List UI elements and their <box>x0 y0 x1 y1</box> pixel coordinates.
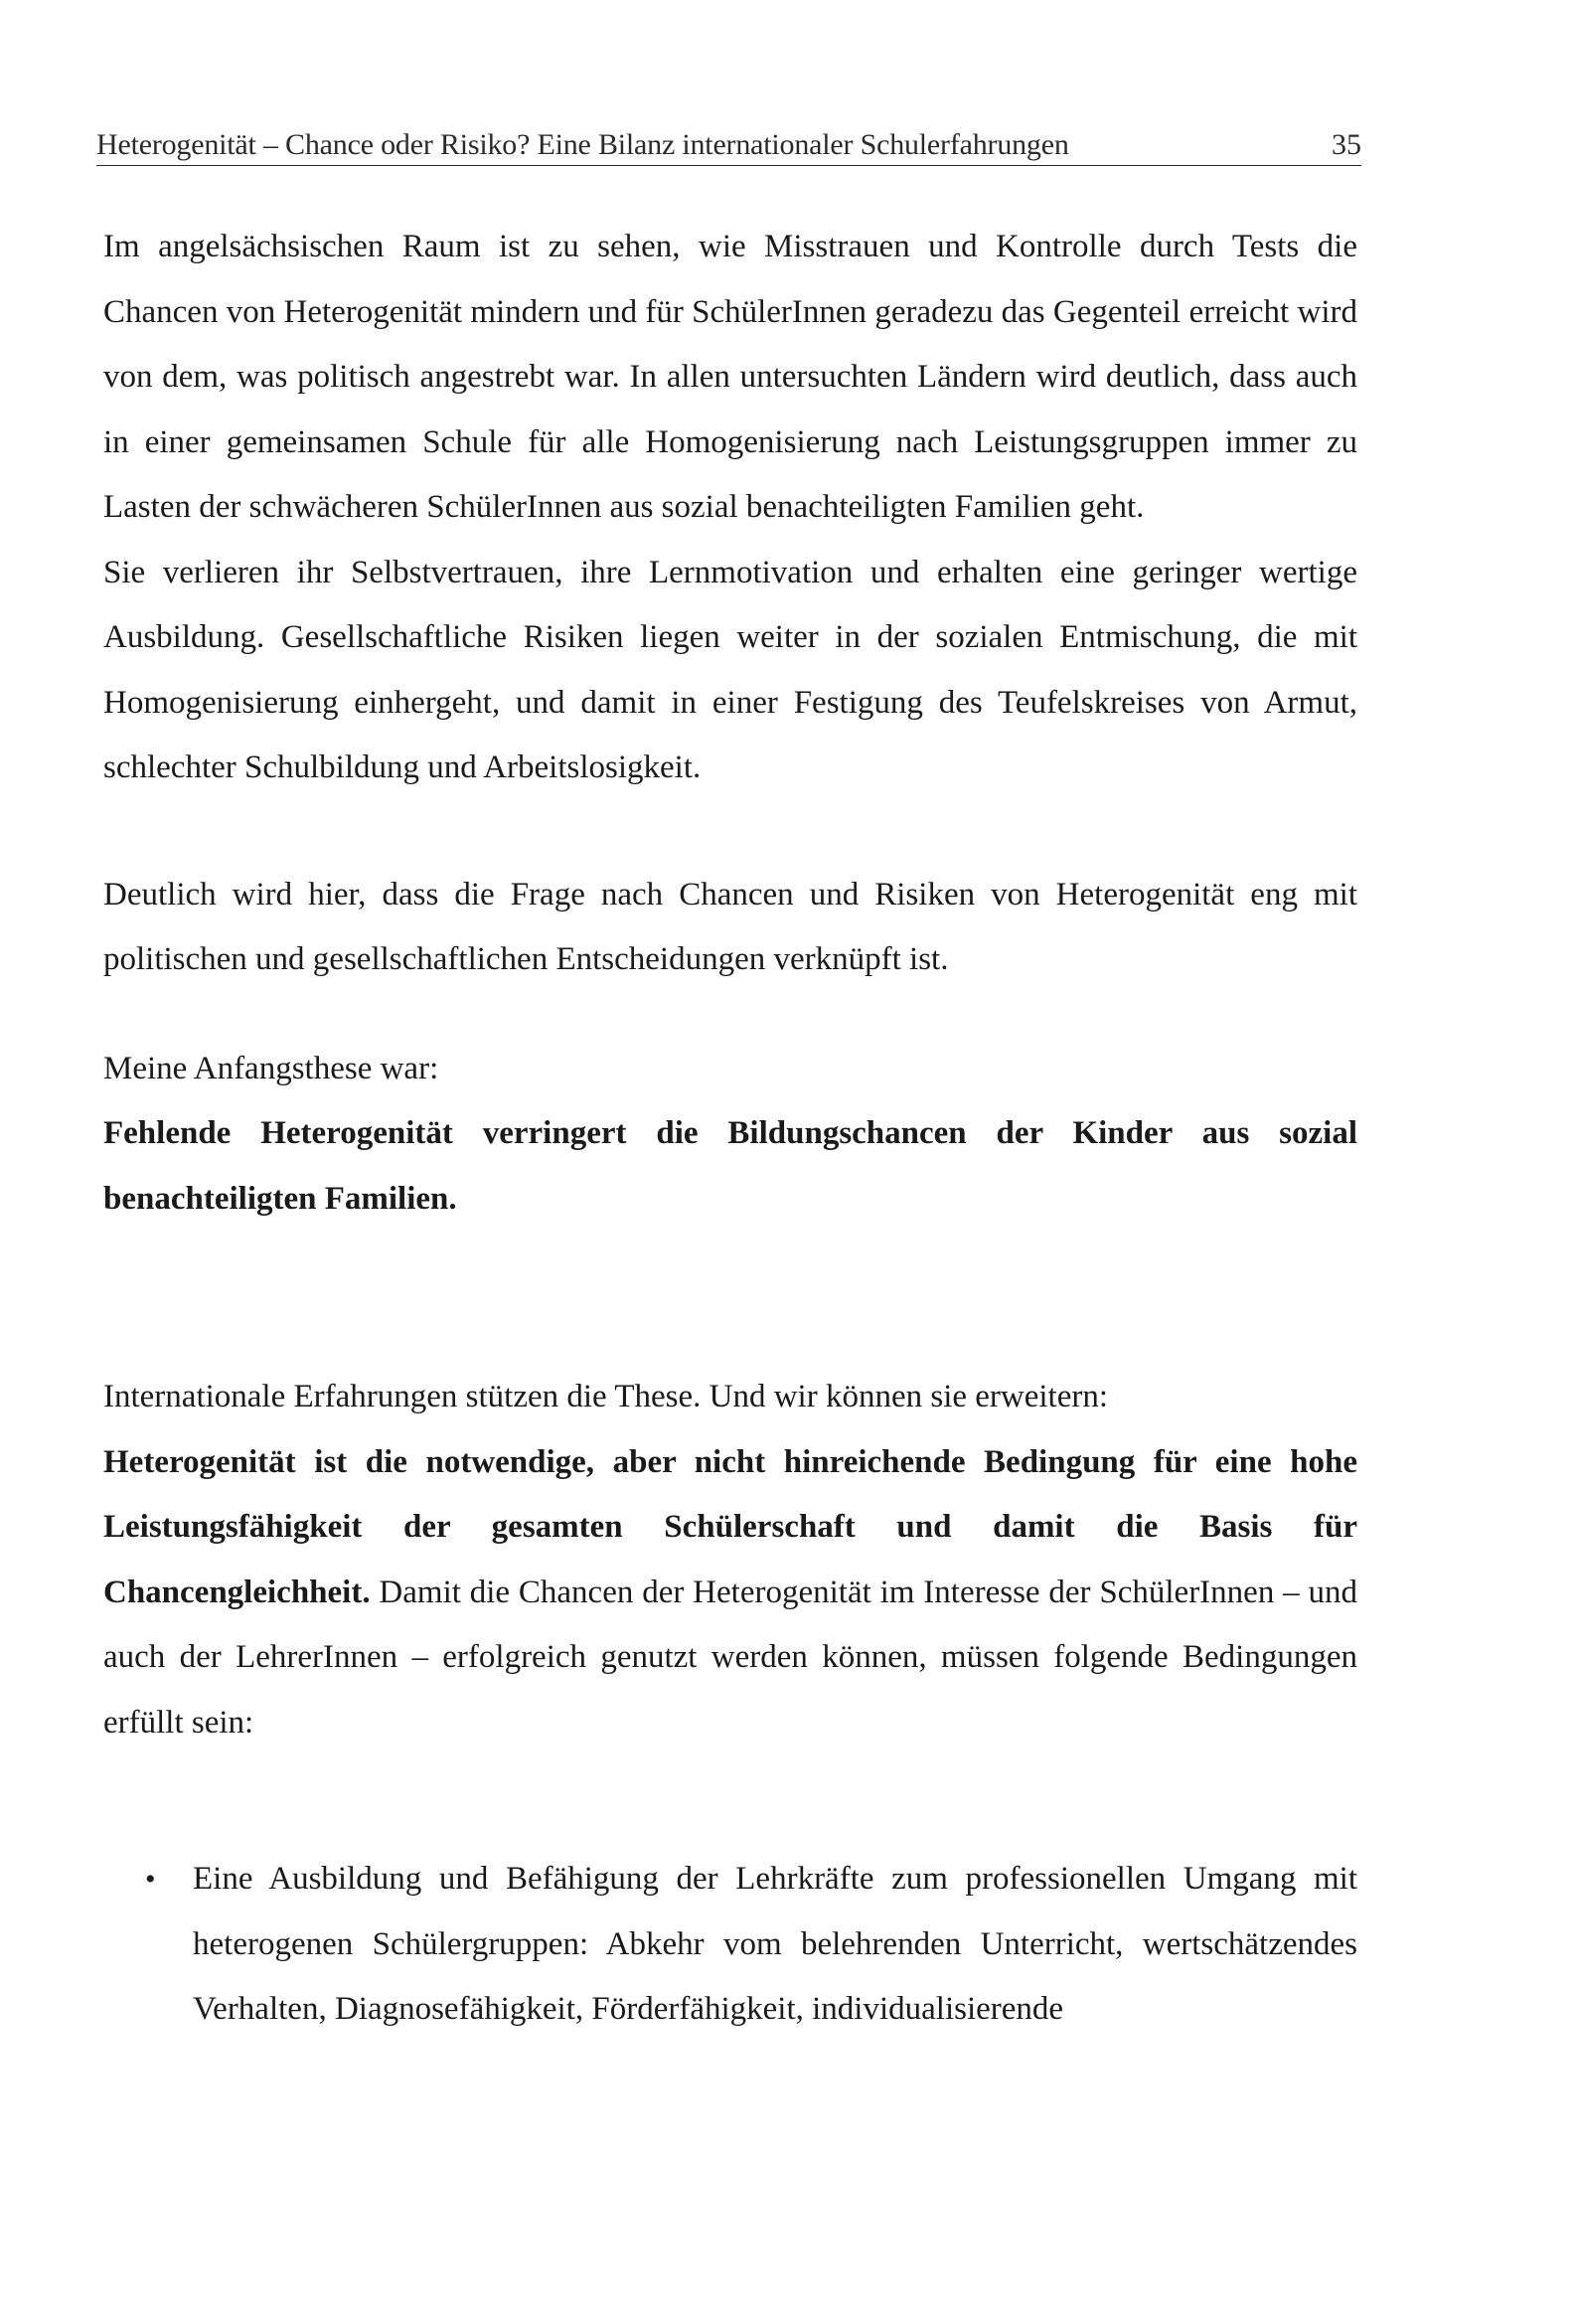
paragraph-spacer <box>103 993 1357 1037</box>
paragraph-spacer <box>103 1755 1357 1847</box>
paragraph <box>103 1430 1357 1756</box>
paragraph: Meine Anfangsthese war: <box>103 1050 439 1086</box>
paragraph-spacer <box>103 801 1357 863</box>
paragraph: Internationale Erfahrungen stützen die These. Und wir können sie erweitern: <box>103 1379 1109 1414</box>
paragraph: Sie verlieren ihr Selbstvertrauen, ihre Lernmotivation und erhalten eine geringer wertige Ausbildung. Gesellschaftliche Risiken liegen weiter in der sozialen Entmischung, die mit Homogenisierung einhergeht, und damit in einer Festigung des Teufelskreises von Armut, schlechter Schulbildung und Arbeitslosigkeit. <box>103 554 1357 785</box>
bullet-icon: • <box>145 1863 156 1896</box>
body-text <box>103 215 1357 2043</box>
list-item <box>103 1847 1357 2043</box>
running-header <box>96 125 1361 166</box>
paragraph: Im angelsächsischen Raum ist zu sehen, wie Misstrauen und Kontrolle durch Tests die Chancen von Heterogenität mindern und für SchülerInnen geradezu das Gegenteil erreicht wird von dem, was politisch angestrebt war. In allen untersuchten Ländern wird deutlich, dass auch in einer gemeinsamen Schule für alle Homogenisierung nach Leistungsgruppen immer zu Lasten der schwächeren SchülerInnen aus sozial benachteiligten Familien geht. <box>103 229 1357 525</box>
header-title: Heterogenität – Chance oder Risiko? Eine Bilanz internationaler Schulerfahrungen <box>96 128 1069 161</box>
extended-thesis: Heterogenität ist die notwendige, aber nicht hinreichende Bedingung für eine hohe Leistungsfähigkeit der gesamten Schülerschaft und damit die Basis für Chancengleichheit. <box>103 1443 1357 1610</box>
list-item-text: Eine Ausbildung und Befähigung der Lehrkräfte zum professionellen Umgang mit heterogenen Schülergruppen: Abkehr vom belehrenden Unterricht, wertschätzendes Verhalten, Diagnosefähigkeit, Förderfähigkeit, individualisierende <box>193 1861 1357 2027</box>
paragraph-continuation: Damit die Chancen der Heterogenität im Interesse der SchülerInnen – und auch der LehrerInnen – erfolgreich genutzt werden können, müssen folgende Bedingungen erfüllt sein: <box>103 1574 1357 1741</box>
page-number: 35 <box>1332 128 1361 161</box>
conditions-list <box>103 1847 1357 2043</box>
paragraph: Deutlich wird hier, dass die Frage nach Chancen und Risiken von Heterogenität eng mit politischen und gesellschaftlichen Entscheidungen verknüpft ist. <box>103 876 1357 977</box>
thesis-statement: Fehlende Heterogenität verringert die Bildungschancen der Kinder aus sozial benachteiligten Familien. <box>103 1115 1357 1217</box>
paragraph-spacer <box>103 1232 1357 1365</box>
